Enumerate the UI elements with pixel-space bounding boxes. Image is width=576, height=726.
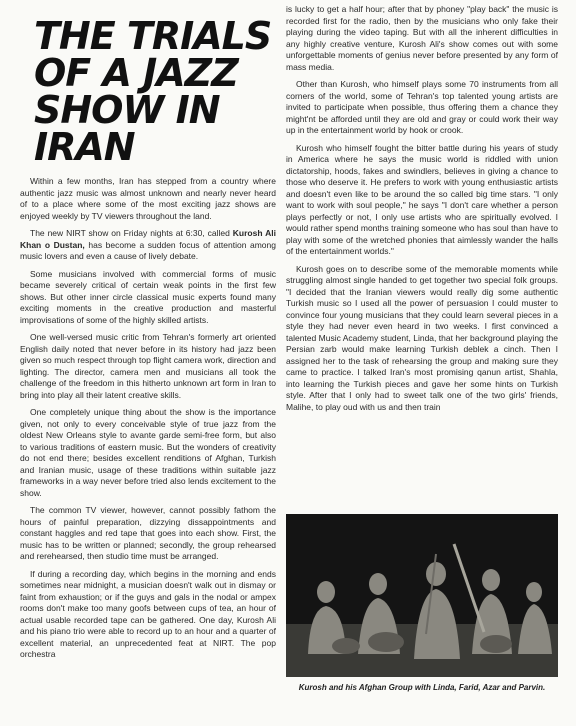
- article-paragraph: Within a few months, Iran has stepped from a country where authentic jazz music was almost unknown and nearly never heard of to a place where some of the most exciting jazz shows are enjoyed weekly by TV viewers throughout the land.: [20, 176, 276, 221]
- photo-illustration: [286, 514, 558, 677]
- article-paragraph: Some musicians involved with commercial forms of music became severely critical of certain weak points in the first few shows. But other inner circle classical music experts found many exciting moments in the creative production and masterful improvisations of some of the highly skilled artists.: [20, 268, 276, 325]
- article-paragraph: Kurosh goes on to describe some of the memorable moments while struggling almost single handed to get together two special folk groups. "I decided that the Iranian viewers would really dig some authentic Turkish music so I used all the power of persuasion I could muster to convince four young musicians that they could learn several pieces in a style they had never even heard in two weeks. I first convinced a talented Music Academy student, Linda, that her background playing the Persian zarb would make learning Turkish deblek a cinch. Then I assigned her to the task of rehearsing the group and making sure they came to practice. I talked Iran's most promising qanun artist, Shahla, into learning the Turkish pieces and gave her some hints on Turkish style. After that I only had to sweet talk one of the two girls' friends, Malihe, to play oud with us and then train: [286, 263, 558, 412]
- article-paragraph: is lucky to get a half hour; after that by phoney "play back" the music is recorded first for the radio, then by the musicians who only fake their playing during the video taping. But with all the inherent difficulties in any highly creative venture, Kurosh Ali's show comes out with some unforgettable moments of genius never before presented by any form of mass media.: [286, 4, 558, 72]
- article-paragraph: Kurosh who himself fought the bitter battle during his years of study in America where he says the music world is riddled with union dictatorship, hoods, fakes and swindlers, believes in giving a chance to those who deserve it. He prefers to work with young enthusiastic artists and doesn't even like to be around the so called big time stars. "I only want to work with soul people," he says "I don't care whether a person plays perfectly or not, I only use artists who are spiritually evolved. I would rather spend months training someone who has soul than have to play with some of the wretched phonies that aimlessly wander the halls of the entertainment worlds.": [286, 142, 558, 256]
- headline-line: IRAN: [34, 125, 135, 169]
- right-column: [286, 4, 558, 419]
- article-paragraph: One well-versed music critic from Tehran's formerly art oriented English daily noted that never before in its history had jazz been given so much respect through top flight camera work, direction and lighting. The director, camera men and musicians all took the challenge of the freedom in this hitherto unknown art form in Iran to bring into play all their latent creative skills.: [20, 332, 276, 400]
- article-paragraph-nirt: [20, 228, 276, 263]
- article-paragraph: One completely unique thing about the show is the importance given, not only to every conceivable style of true jazz from the oldest New Orleans style to avante garde semi-free form, but also to various traditions of eastern music. But the wonders of creativity do not end there; besides excellent renditions of Afghan, Turkish and Iranian music, usage of these traditions within suitable jazz frameworks in a way never before tried also lends excitement to the show.: [20, 407, 276, 498]
- headline: [34, 14, 276, 169]
- group-photo: [286, 514, 558, 677]
- left-column: [20, 14, 276, 667]
- show-title: Kurosh Ali Khan o Dustan,: [20, 228, 276, 250]
- nirt-text-pre: The new NIRT show on Friday nights at 6:30, called: [30, 228, 233, 238]
- article-paragraph: If during a recording day, which begins in the morning and ends sometimes near midnight, a musician doesn't walk out in dismay or faint from exhaustion; or if the guys and gals in the nodal or ampex rooms don't make too many goofs between cups of tea, an hour of actual usable recorded tape can be gathered. One day, Kurosh Ali and his piano trio were able to record up to an hour and a quarter of excellent material, an unprecedented feat at NIRT. The pop orchestra: [20, 568, 276, 659]
- headline-line: THE TRIALS: [34, 14, 272, 58]
- nirt-text-post: has become a sudden focus of attention among music lovers and even a cause of lively debate.: [20, 239, 276, 261]
- photo-caption: Kurosh and his Afghan Group with Linda, Farid, Azar and Parvin.: [298, 683, 546, 692]
- headline-line: OF A JAZZ: [34, 51, 238, 95]
- article-paragraph: The common TV viewer, however, cannot possibly fathom the hours of painful preparation, dizzying dissappointments and constant haggles and red tape that goes into each show. First, the music has to be written or planned; secondly, the group rehearsed and rerehearsed, then studio time must be arranged.: [20, 505, 276, 561]
- headline-line: SHOW IN: [34, 88, 220, 132]
- article-paragraph: Other than Kurosh, who himself plays some 70 instruments from all corners of the world, some of Tehran's top talented young artists are invited to participate when possible, thus offering them a chance they might'nt be afforded until they are old and gray or could work their way up in the entertainment world by hook or crook.: [286, 79, 558, 135]
